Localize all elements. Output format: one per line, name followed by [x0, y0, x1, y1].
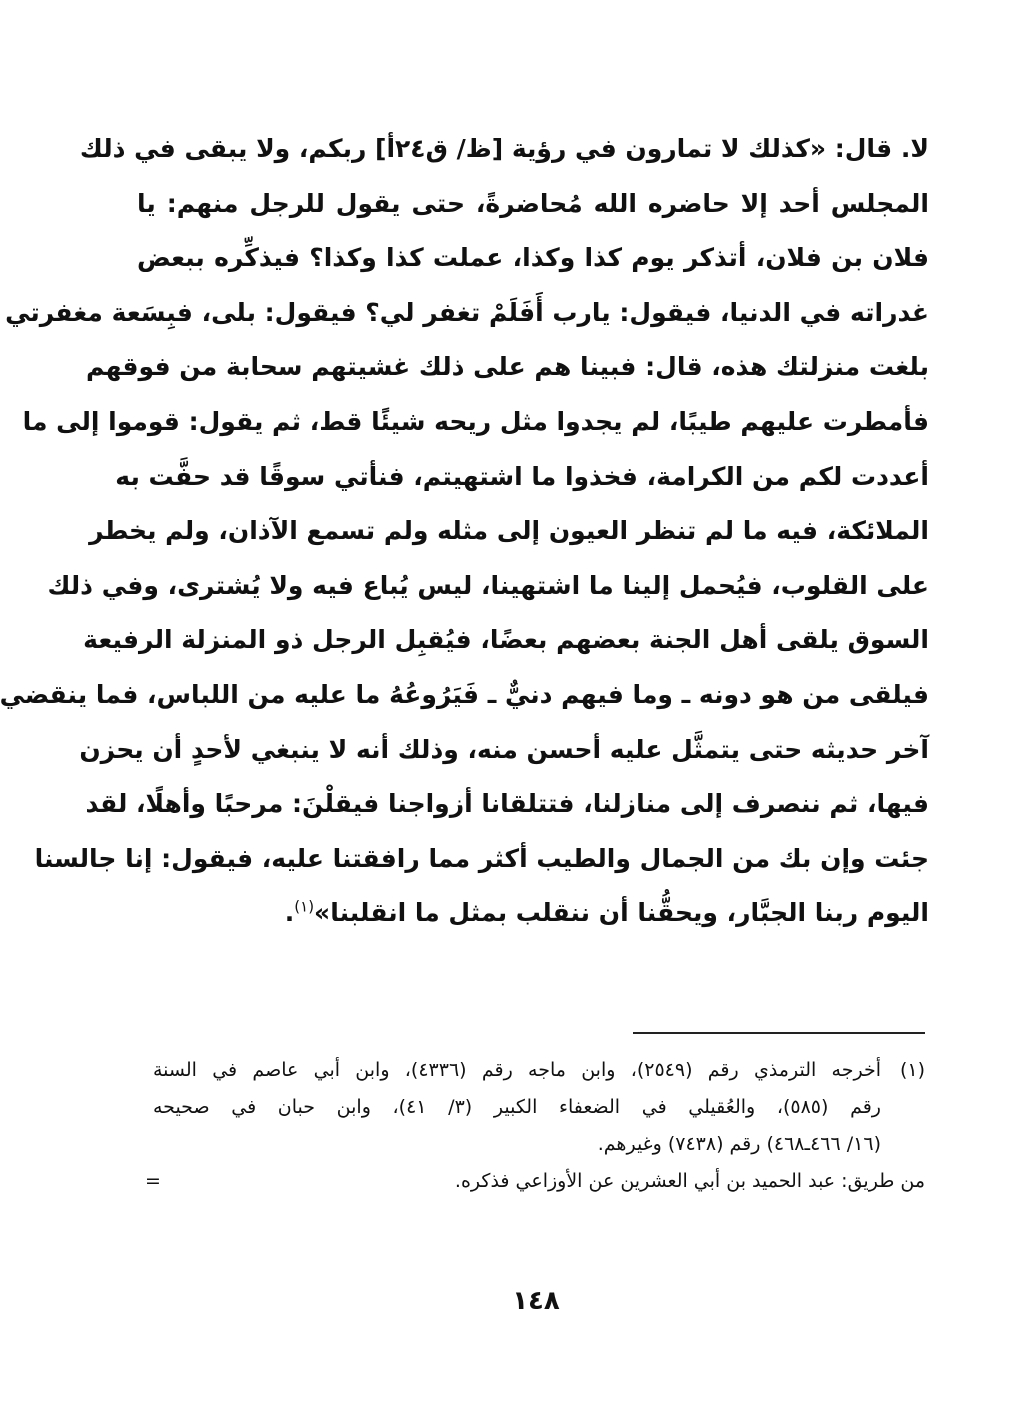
footnote-text: (١٦/ ٤٦٦ـ٤٦٨) رقم (٧٤٣٨) وغيرهم.: [597, 1133, 881, 1155]
footnote-reference[interactable]: (١): [294, 897, 315, 916]
footnote-line: [145, 1089, 925, 1126]
text-line-last: [137, 886, 929, 941]
text-line: بلغت منزلتك هذه، قال: فبينا هم على ذلك غشيتهم سحابة من فوقهم: [86, 352, 929, 382]
footnote-text: من طريق: عبد الحميد بن أبي العشرين عن الأوزاعي فذكره.: [454, 1170, 925, 1192]
page-number: ١٤٨: [512, 1286, 560, 1316]
text-line: فيها، ثم ننصرف إلى منازلنا، فتتلقانا أزواجنا فيقلْنَ: مرحبًا وأهلًا، لقد: [85, 789, 929, 819]
text-line: لا. قال: «كذلك لا تمارون في رؤية [ظ/ ق٢٤أ] ربكم، ولا يبقى في ذلك: [79, 134, 929, 163]
text-line: الملائكة، فيه ما لم تنظر العيون إلى مثله ولم تسمع الآذان، ولم يخطر: [89, 516, 929, 546]
text-line: السوق يلقى أهل الجنة بعضهم بعضًا، فيُقبِل الرجل ذو المنزلة الرفيعة: [83, 625, 929, 655]
footnote-text: أخرجه الترمذي رقم (٢٥٤٩)، وابن ماجه رقم (٤٣٣٦)، وابن أبي عاصم في السنة: [153, 1059, 881, 1081]
text-line: أعددت لكم من الكرامة، فخذوا ما اشتهيتم، فنأتي سوقًا قد حفَّت به: [115, 461, 929, 491]
last-line-text: اليوم ربنا الجبَّار، ويحقُّنا أن ننقلب بمثل ما انقلبنا»: [314, 898, 929, 928]
text-line: على القلوب، فيُحمل إلينا ما اشتهينا، ليس يُباع فيه ولا يُشترى، وفي ذلك: [47, 570, 929, 600]
footnote-line: [145, 1052, 925, 1089]
footnote-number: (١): [899, 1059, 925, 1081]
text-line: المجلس أحد إلا حاضره الله مُحاضرةً، حتى يقول للرجل منهم: يا: [137, 188, 929, 218]
text-line: فأمطرت عليهم طيبًا، لم يجدوا مثل ريحه شيئًا قط، ثم يقول: قوموا إلى ما: [22, 406, 929, 436]
text-line: جئت وإن بك من الجمال والطيب أكثر مما رافقتنا عليه، فيقول: إنا جالسنا: [34, 843, 929, 873]
text-line: فيلقى من هو دونه ـ وما فيهم دنيٌّ ـ فَيَرُوعُهُ ما عليه من اللباس، فما ينقضي: [0, 679, 929, 709]
closing-period: .: [284, 898, 295, 928]
text-line: فلان بن فلان، أتذكر يوم كذا وكذا، عملت كذا وكذا؟ فيذكِّره ببعض: [137, 243, 929, 273]
footnote-text: رقم (٥٨٥)، والعُقيلي في الضعفاء الكبير (٣/ ٤١)، وابن حبان في صحيحه: [153, 1096, 881, 1118]
footnote-line: [145, 1163, 925, 1200]
continuation-mark: =: [145, 1170, 161, 1192]
text-line: آخر حديثه حتى يتمثَّل عليه أحسن منه، وذلك أنه لا ينبغي لأحدٍ أن يحزن: [79, 734, 929, 764]
text-line: غدراته في الدنيا، فيقول: يارب أَفَلَمْ تغفر لي؟ فيقول: بلى، فبِسَعة مغفرتي: [5, 297, 929, 327]
main-text-block: [0, 122, 929, 941]
footnote-separator: [633, 1032, 925, 1034]
footnotes-block: [145, 1052, 925, 1200]
footnote-line: [145, 1126, 925, 1163]
